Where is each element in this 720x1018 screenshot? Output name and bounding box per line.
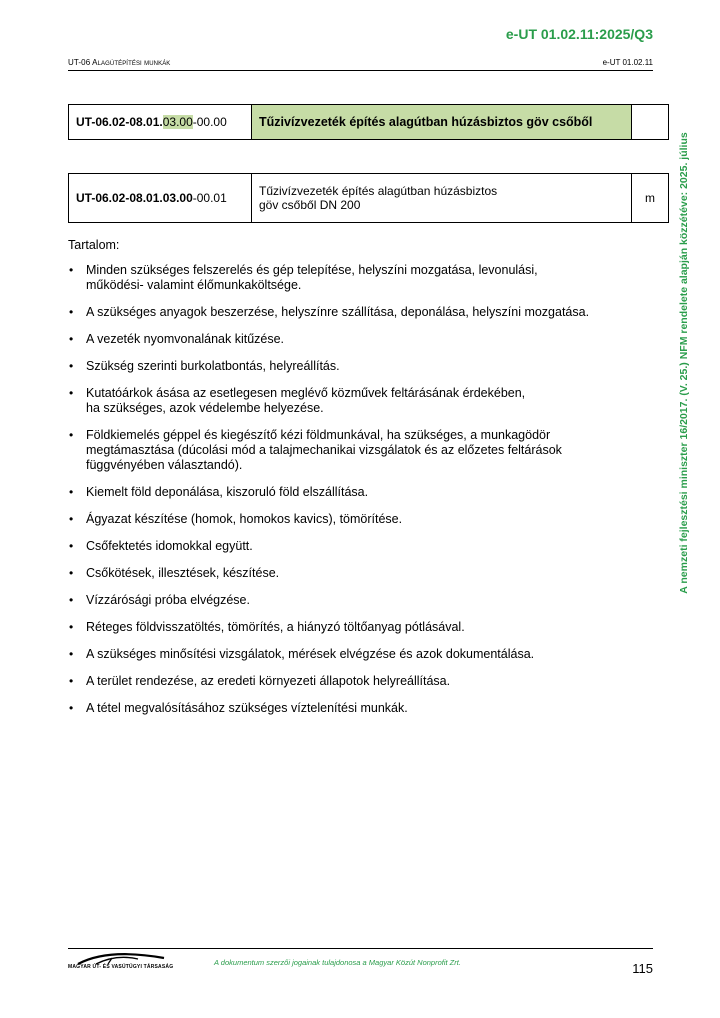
main-item-unit-cell — [632, 105, 669, 140]
sub-item-unit: m — [632, 174, 669, 223]
chapter-title: UT-06 Alagútépítési munkák — [68, 58, 171, 67]
sub-item-table — [68, 173, 669, 223]
content-list-item-line: A terület rendezése, az eredeti környezeti állapotok helyreállítása. — [86, 674, 451, 688]
content-list-item — [68, 305, 653, 320]
content-list-item-line: A tétel megvalósításához szükséges víztelenítési munkák. — [86, 701, 408, 715]
sub-item-description — [252, 174, 632, 223]
content-list-item-line: Ágyazat készítése (homok, homokos kavics), tömörítése. — [86, 512, 403, 526]
logo-text: MAGYAR ÚT- ÉS VASÚTÜGYI TÁRSASÁG — [68, 964, 174, 970]
content-label: Tartalom: — [68, 238, 120, 252]
content-list-item-line: A vezeték nyomvonalának kitűzése. — [86, 332, 285, 346]
main-item-code-suffix: -00.00 — [192, 115, 227, 129]
content-list-item-line: Kiemelt föld deponálása, kiszoruló föld elszállítása. — [86, 485, 369, 499]
content-list-item — [68, 647, 653, 662]
main-item-title: Tűzivízvezeték építés alagútban húzásbiztos göv csőből — [252, 105, 632, 140]
main-item-code — [69, 105, 252, 140]
sub-item-code-bold: UT-06.02-08.01.03.00 — [76, 191, 193, 205]
main-item-code-prefix: UT-06.02-08.01. — [76, 115, 163, 129]
content-list-item-line: Kutatóárkok ásása az esetlegesen meglévő közművek feltárásának érdekében, — [86, 386, 526, 400]
content-list-item-line: függvényében választandó). — [86, 458, 243, 472]
company-logo — [68, 950, 168, 976]
page-number: 115 — [632, 961, 653, 976]
content-list-item-line: A szükséges minősítési vizsgálatok, mérések elvégzése és azok dokumentálása. — [86, 647, 535, 661]
content-list-item — [68, 386, 653, 416]
content-list-item — [68, 701, 653, 716]
side-note — [676, 98, 696, 628]
content-list-item — [68, 263, 653, 293]
side-note-text: A nemzeti fejlesztési miniszter 16/2017. (V. 25.) NFM rendelete alapján közzétéve: 2025. július — [678, 132, 690, 594]
sub-item-description-line1: Tűzivízvezeték építés alagútban húzásbiztos — [259, 184, 498, 198]
content-list-item — [68, 485, 653, 500]
content-list-item-line: ha szükséges, azok védelembe helyezése. — [86, 401, 324, 415]
content-list-item — [68, 539, 653, 554]
content-list — [68, 263, 653, 728]
footer-divider — [68, 948, 653, 949]
main-item-code-highlight: 03.00 — [162, 115, 193, 129]
main-item-table — [68, 104, 669, 140]
content-list-item-line: Vízzárósági próba elvégzése. — [86, 593, 250, 607]
content-list-item-line: megtámasztása (dúcolási mód a talajmechanikai vizsgálatok és az előzetes feltárások — [86, 443, 562, 457]
content-list-item-line: A szükséges anyagok beszerzése, helyszínre szállítása, deponálása, helyszíni mozgatása. — [86, 305, 590, 319]
content-list-item-line: Csőkötések, illesztések, készítése. — [86, 566, 280, 580]
content-list-item-line: Minden szükséges felszerelés és gép telepítése, helyszíni mozgatása, levonulási, — [86, 263, 538, 277]
content-list-item-line: Réteges földvisszatöltés, tömörítés, a hiányzó töltőanyag pótlásával. — [86, 620, 465, 634]
content-list-item — [68, 332, 653, 347]
header-divider — [68, 70, 653, 71]
content-list-item — [68, 620, 653, 635]
sub-item-description-line2: göv csőből DN 200 — [259, 198, 361, 212]
sub-item-code — [69, 174, 252, 223]
content-list-item — [68, 359, 653, 374]
content-list-item-line: Szükség szerinti burkolatbontás, helyreállítás. — [86, 359, 340, 373]
content-list-item-line: Földkiemelés géppel és kiegészítő kézi földmunkával, ha szükséges, a munkagödör — [86, 428, 551, 442]
content-list-item — [68, 674, 653, 689]
sub-item-code-normal: -00.01 — [192, 191, 227, 205]
content-list-item — [68, 593, 653, 608]
copyright-notice: A dokumentum szerzői jogainak tulajdonosa a Magyar Közút Nonprofit Zrt. — [214, 958, 461, 967]
content-list-item-line: Csőfektetés idomokkal együtt. — [86, 539, 253, 553]
document-reference: e-UT 01.02.11 — [602, 58, 653, 67]
content-list-item-line: működési- valamint élőmunkaköltsége. — [86, 278, 302, 292]
content-list-item — [68, 428, 653, 473]
content-list-item — [68, 566, 653, 581]
content-list-item — [68, 512, 653, 527]
document-code: e-UT 01.02.11:2025/Q3 — [505, 26, 653, 42]
